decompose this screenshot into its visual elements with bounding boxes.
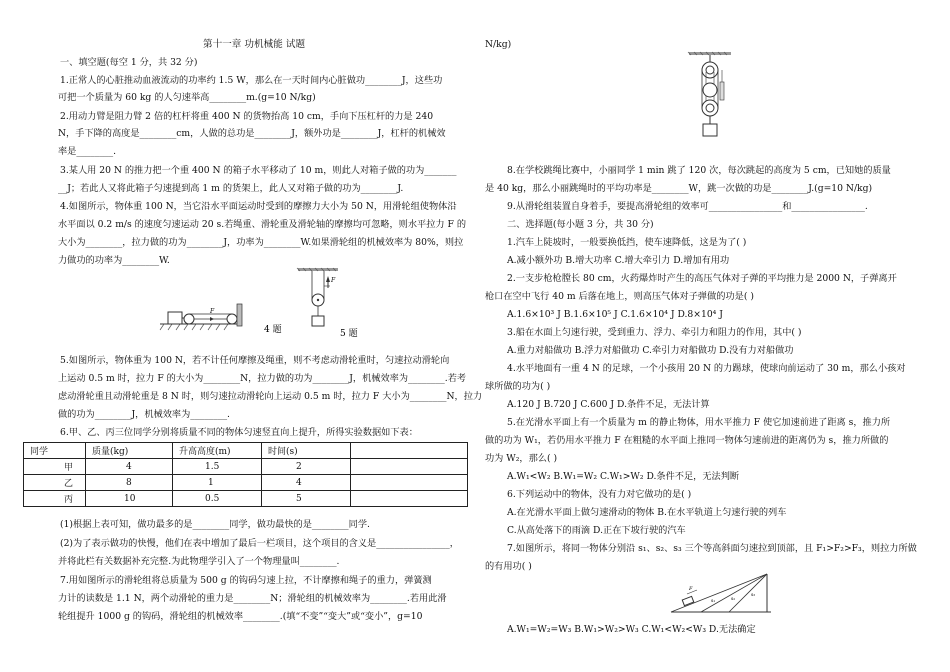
figure-5-label: 5 题 bbox=[340, 329, 358, 338]
figure-4-label: 4 题 bbox=[264, 325, 282, 335]
figure-inclined-planes bbox=[667, 570, 777, 616]
table-header-cell: 质量(kg) bbox=[86, 443, 173, 459]
question-text: 4.如图所示，物体重 100 N，当它沿水平面运动时受到的摩擦力大小为 50 N，用滑轮组使物体沿 bbox=[60, 201, 457, 212]
answer-options: A.1.6×10³ J B.1.6×10⁵ J C.1.6×10⁴ J D.8×10⁴ J bbox=[507, 309, 723, 320]
svg-text:s₁: s₁ bbox=[711, 599, 716, 604]
question-text: 做的功为 W₁，若仍用水平推力 F 在粗糙的水平面上推同一物体匀速前进的距离仍为 s，推力所做的 bbox=[485, 435, 889, 446]
question-text: 7.如图所示，将同一物体分别沿 s₁、s₂、s₃ 三个等高斜面匀速拉到顶部，且 F₁>F₂>F₃，则拉力所做 bbox=[507, 543, 917, 554]
question-text: 大小为________，拉力做的功为________J，功率为________W.如果滑轮组的机械效率为 80%，则拉 bbox=[58, 237, 464, 248]
svg-text:s₂: s₂ bbox=[731, 597, 736, 602]
table-cell: 丙 bbox=[24, 491, 86, 507]
table-cell: 1 bbox=[173, 475, 262, 491]
question-text: 水平面以 0.2 m/s 的速度匀速运动 20 s.若绳重、滑轮重及滑轮轴的摩擦均可忽略，则水平拉力 F 的 bbox=[58, 219, 467, 230]
table-cell: 1.5 bbox=[173, 459, 262, 475]
svg-text:s₃: s₃ bbox=[751, 593, 756, 598]
question-text: 8.在学校跳绳比赛中，小丽同学 1 min 跳了 120 次，每次跳起的高度为 5 cm，已知她的质量 bbox=[507, 165, 891, 176]
question-text: 2.用动力臂是阻力臂 2 倍的杠杆将重 400 N 的货物抬高 10 cm，手向下压杠杆的力是 240 bbox=[60, 111, 434, 122]
answer-options: A.120 J B.720 J C.600 J D.条件不足，无法计算 bbox=[507, 399, 710, 410]
table-cell: 4 bbox=[262, 475, 351, 491]
answer-options: A.W₁<W₂ B.W₁=W₂ C.W₁>W₂ D.条件不足，无法判断 bbox=[507, 471, 740, 482]
answer-options: C.从高处落下的雨滴 D.正在下坡行驶的汽车 bbox=[507, 525, 686, 536]
answer-options: A.重力对船做功 B.浮力对船做功 C.牵引力对船做功 D.没有力对船做功 bbox=[507, 345, 794, 356]
table-cell: 8 bbox=[86, 475, 173, 491]
table-cell: 0.5 bbox=[173, 491, 262, 507]
question-text: 虑动滑轮重且动滑轮重是 8 N 时，则匀速拉动滑轮向上运动 0.5 m 时，拉力 F 大小为________N，拉力 bbox=[58, 391, 483, 402]
question-text: 力计的读数是 1.1 N，两个动滑轮的重力是________N；滑轮组的机械效率为________.若用此滑 bbox=[58, 593, 447, 604]
question-text: 6.甲、乙、丙三位同学分别将质量不同的物体匀速竖直向上提升，所得实验数据如下表： bbox=[60, 427, 418, 438]
svg-text:F: F bbox=[331, 277, 336, 284]
question-text: (1)根据上表可知，做功最多的是________同学，做功最快的是________同学. bbox=[60, 519, 370, 530]
table-cell: 10 bbox=[86, 491, 173, 507]
svg-text:F: F bbox=[210, 308, 215, 315]
question-text: 枪口在空中飞行 40 m 后落在地上，则高压气体对子弹做的功是( ) bbox=[485, 291, 754, 302]
question-text: 的有用功( ) bbox=[485, 561, 532, 572]
answer-options: A.减小额外功 B.增大功率 C.增大牵引力 D.增加有用功 bbox=[507, 255, 730, 266]
question-text: 功为 W₂，那么( ) bbox=[485, 453, 558, 464]
question-text: 力做功的功率为________W. bbox=[58, 255, 170, 266]
question-text: N，手下降的高度是________cm，人做的总功是________J，额外功是________J，杠杆的机械效 bbox=[58, 128, 446, 139]
section-heading-choice: 二、选择题(每小题 3 分，共 30 分) bbox=[507, 219, 654, 230]
table-cell: 甲 bbox=[24, 459, 86, 475]
question-text: 7.用如图所示的滑轮组将总质量为 500 g 的钩码匀速上拉，不计摩擦和绳子的重力，弹簧测 bbox=[60, 575, 432, 586]
question-text: 1.汽车上陡坡时，一般要换低挡，使车速降低，这是为了( ) bbox=[507, 237, 747, 248]
question-text: 9.从滑轮组装置自身着手，要提高滑轮组的效率可________________和________________. bbox=[507, 201, 868, 212]
answer-options: A.在光滑水平面上做匀速滑动的物体 B.在水平轨道上匀速行驶的列车 bbox=[507, 507, 787, 518]
answer-options: A.W₁=W₂=W₃ B.W₁>W₂>W₃ C.W₁<W₂<W₃ D.无法确定 bbox=[507, 624, 756, 635]
experiment-data-table bbox=[23, 442, 468, 507]
table-cell: 乙 bbox=[24, 475, 86, 491]
table-header-cell: 同学 bbox=[24, 443, 86, 459]
table-row bbox=[24, 475, 468, 491]
table-header-cell: 升高高度(m) bbox=[173, 443, 262, 459]
table-cell: 2 bbox=[262, 459, 351, 475]
question-text: 轮组提升 1000 g 的钩码，滑轮组的机械效率________.(填“不变”“变大”或“变小”，g=10 bbox=[58, 611, 423, 622]
table-cell: 5 bbox=[262, 491, 351, 507]
question-text: 4.水平地面有一重 4 N 的足球，一个小孩用 20 N 的力踢球，使球向前运动了 30 m，那么小孩对 bbox=[507, 363, 906, 374]
page-title: 第十一章 功机械能 试题 bbox=[203, 39, 306, 50]
table-header-cell: 时间(s) bbox=[262, 443, 351, 459]
question-text: 上运动 0.5 m 时，拉力 F 的大小为________N，拉力做的功为________J，机械效率为________.若考 bbox=[58, 373, 467, 384]
table-header-row bbox=[24, 443, 468, 459]
question-text: 是 40 kg，那么小丽跳绳时的平均功率是________W，跳一次做的功是________J.(g=10 N/kg) bbox=[485, 183, 873, 194]
question-text: 3.某人用 20 N 的推力把一个重 400 N 的箱子水平移动了 10 m，则此人对箱子做的功为_______ bbox=[60, 165, 457, 176]
question-text: 2.一支步枪枪膛长 80 cm，火药爆炸时产生的高压气体对子弹的平均推力是 2000 N，子弹离开 bbox=[507, 273, 897, 284]
question-text: 率是________. bbox=[58, 146, 117, 157]
question-text: 并将此栏有关数据补充完整.为此物理学引入了一个物理量叫________. bbox=[58, 556, 340, 567]
figure-4-pulley-drag bbox=[158, 296, 308, 336]
table-cell bbox=[351, 475, 468, 491]
table-cell bbox=[351, 491, 468, 507]
question-text: 5.如图所示，物体重为 100 N，若不计任何摩擦及绳重，则不考虑动滑轮重时，匀速拉动滑轮向 bbox=[60, 355, 450, 366]
table-cell bbox=[351, 459, 468, 475]
question-text: N/kg) bbox=[485, 39, 512, 50]
question-text: __J；若此人又将此箱子匀速提到高 1 m 的货架上，此人又对箱子做的功为________J. bbox=[58, 183, 404, 194]
question-text: (2)为了表示做功的快慢，他们在表中增加了最后一栏项目，这个项目的含义是________________， bbox=[60, 538, 459, 549]
question-text: 5.在光滑水平面上有一个质量为 m 的静止物体，用水平推力 F 使它加速前进了距离 s，推力所 bbox=[507, 417, 891, 428]
svg-text:F: F bbox=[689, 586, 693, 592]
question-text: 6.下列运动中的物体，没有力对它做功的是( ) bbox=[507, 489, 692, 500]
question-text: 球所做的功为( ) bbox=[485, 381, 551, 392]
question-text: 做的功为________J，机械效率为________. bbox=[58, 409, 230, 420]
figure-5-pulley-lift bbox=[296, 266, 376, 338]
table-row bbox=[24, 459, 468, 475]
question-text: 可把一个质量为 60 kg 的人匀速举高________m.(g=10 N/kg) bbox=[58, 92, 316, 103]
table-row bbox=[24, 491, 468, 507]
figure-7-pulley-block bbox=[687, 50, 747, 142]
section-heading-fill-blank: 一、填空题(每空 1 分，共 32 分) bbox=[60, 57, 198, 68]
table-header-cell bbox=[351, 443, 468, 459]
question-text: 1.正常人的心脏推动血液流动的功率约 1.5 W，那么在一天时间内心脏做功________J，这些功 bbox=[60, 75, 443, 86]
table-cell: 4 bbox=[86, 459, 173, 475]
question-text: 3.船在水面上匀速行驶，受到重力、浮力、牵引力和阻力的作用，其中( ) bbox=[507, 327, 802, 338]
